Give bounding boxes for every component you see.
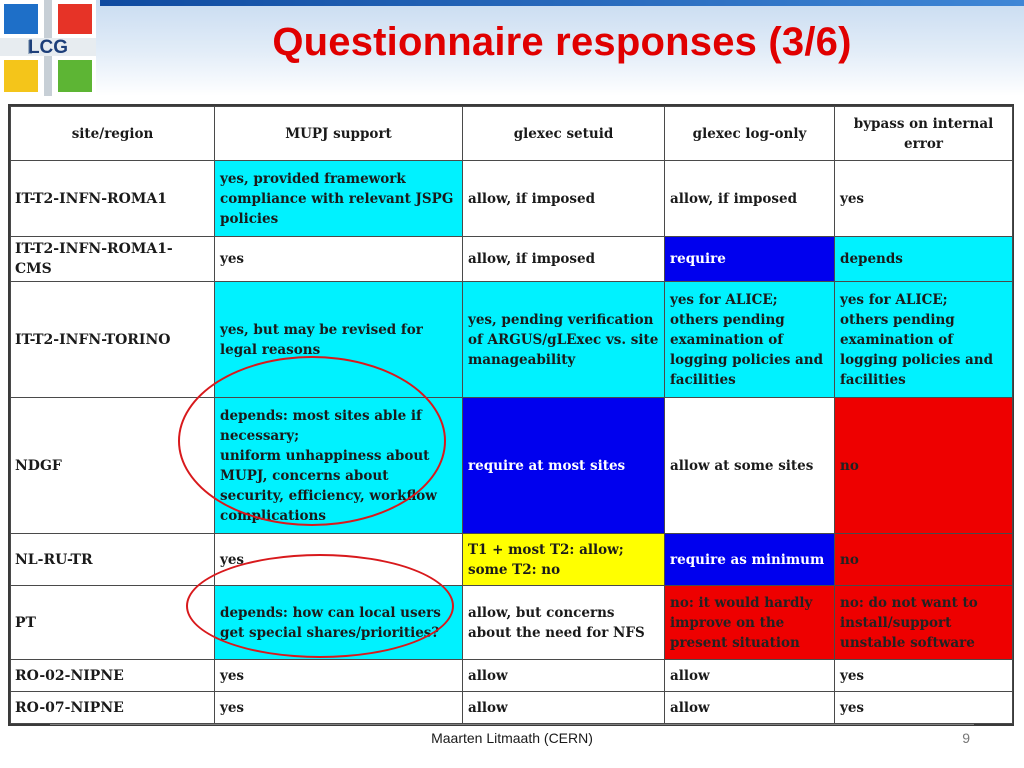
bypass-cell: yes — [835, 660, 1013, 692]
table-row — [11, 237, 1013, 282]
header-accent-bar — [100, 0, 1024, 6]
slide-title: Questionnaire responses (3/6) — [272, 20, 852, 64]
bypass-cell: depends — [835, 237, 1013, 282]
setuid-cell: require at most sites — [463, 398, 665, 534]
setuid-cell: T1 + most T2: allow; some T2: no — [463, 534, 665, 586]
header-mupj-support: MUPJ support — [215, 107, 463, 161]
table-row — [11, 660, 1013, 692]
bypass-cell: no: do not want to install/support unstable software — [835, 586, 1013, 660]
footer-divider — [50, 724, 974, 725]
logonly-cell: allow, if imposed — [665, 161, 835, 237]
site-cell: RO-02-NIPNE — [11, 660, 215, 692]
bypass-cell: yes — [835, 161, 1013, 237]
mupj-cell: yes — [215, 660, 463, 692]
setuid-cell: yes, pending verification of ARGUS/gLExec vs. site manageability — [463, 282, 665, 398]
setuid-cell: allow — [463, 660, 665, 692]
logonly-cell: allow — [665, 692, 835, 724]
logonly-cell: no: it would hardly improve on the present situation — [665, 586, 835, 660]
table-row — [11, 398, 1013, 534]
header-site-region: site/region — [11, 107, 215, 161]
bypass-cell: no — [835, 534, 1013, 586]
mupj-cell: depends: most sites able if necessary; uniform unhappiness about MUPJ, concerns about security, efficiency, workflow complications — [215, 398, 463, 534]
setuid-cell: allow, if imposed — [463, 237, 665, 282]
setuid-cell: allow — [463, 692, 665, 724]
bypass-cell: no — [835, 398, 1013, 534]
header-glexec-setuid: glexec setuid — [463, 107, 665, 161]
mupj-cell: yes, provided framework compliance with relevant JSPG policies — [215, 161, 463, 237]
site-cell: NL-RU-TR — [11, 534, 215, 586]
header-bypass-internal-error: bypass on internal error — [835, 107, 1013, 161]
mupj-cell: yes — [215, 534, 463, 586]
mupj-cell: depends: how can local users get special shares/priorities? — [215, 586, 463, 660]
table-row — [11, 586, 1013, 660]
setuid-cell: allow, if imposed — [463, 161, 665, 237]
lcg-logo-icon — [0, 0, 96, 96]
logonly-cell: allow — [665, 660, 835, 692]
logonly-cell: require — [665, 237, 835, 282]
table-row — [11, 692, 1013, 724]
page-number: 9 — [962, 730, 970, 746]
table-row — [11, 534, 1013, 586]
site-cell: IT-T2-INFN-ROMA1-CMS — [11, 237, 215, 282]
logo-text: LCG — [27, 37, 69, 58]
mupj-cell: yes — [215, 692, 463, 724]
mupj-cell: yes, but may be revised for legal reasons — [215, 282, 463, 398]
bypass-cell: yes — [835, 692, 1013, 724]
header-glexec-log-only: glexec log-only — [665, 107, 835, 161]
site-cell: NDGF — [11, 398, 215, 534]
bypass-cell: yes for ALICE; others pending examination of logging policies and facilities — [835, 282, 1013, 398]
table-row — [11, 161, 1013, 237]
logonly-cell: allow at some sites — [665, 398, 835, 534]
site-cell: PT — [11, 586, 215, 660]
setuid-cell: allow, but concerns about the need for NFS — [463, 586, 665, 660]
responses-table — [8, 104, 1014, 726]
table-row — [11, 282, 1013, 398]
site-cell: IT-T2-INFN-ROMA1 — [11, 161, 215, 237]
site-cell: IT-T2-INFN-TORINO — [11, 282, 215, 398]
table-header-row — [11, 107, 1013, 161]
site-cell: RO-07-NIPNE — [11, 692, 215, 724]
footer-author: Maarten Litmaath (CERN) — [431, 730, 593, 746]
mupj-cell: yes — [215, 237, 463, 282]
logonly-cell: require as minimum — [665, 534, 835, 586]
logonly-cell: yes for ALICE; others pending examination of logging policies and facilities — [665, 282, 835, 398]
